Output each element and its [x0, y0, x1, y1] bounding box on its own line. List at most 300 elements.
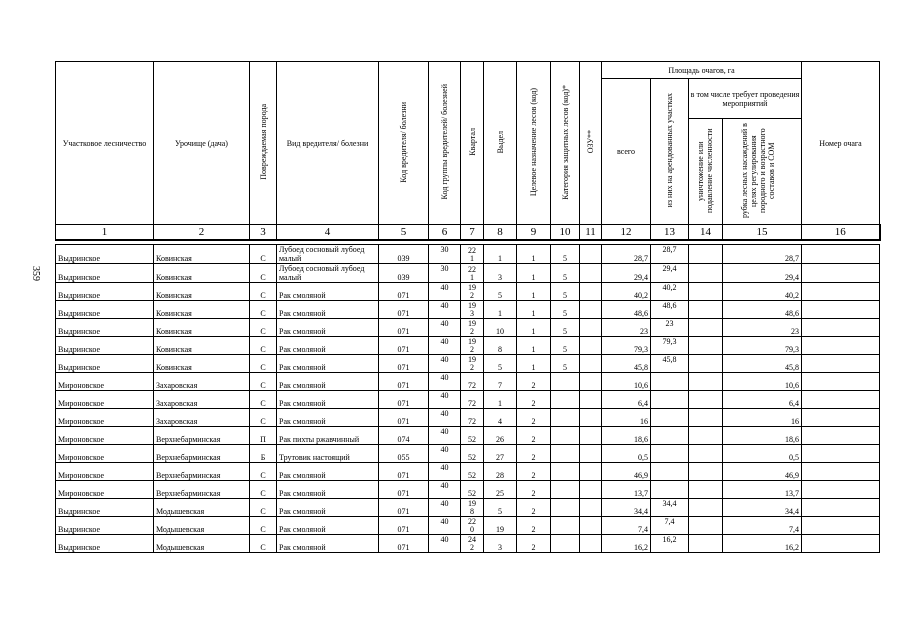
- page-number: 359: [30, 266, 41, 281]
- cell-focus-number: [802, 319, 880, 337]
- cell-tract: Ковинская: [154, 301, 250, 319]
- cell-ozu: [580, 499, 602, 517]
- table-row: [56, 499, 880, 517]
- cell-group-code: 40: [429, 355, 461, 373]
- column-number: 15: [723, 225, 802, 241]
- cell-group-code: 40: [429, 391, 461, 409]
- column-number: 14: [689, 225, 723, 241]
- cell-area-leased: [651, 391, 689, 409]
- cell-pest-code: 039: [379, 264, 429, 283]
- cell-forestry: Выдринское: [56, 301, 154, 319]
- cell-destroy: [689, 319, 723, 337]
- cell-ozu: [580, 517, 602, 535]
- cell-purpose: 2: [517, 427, 551, 445]
- cell-species: С: [250, 373, 277, 391]
- cell-pest: Рак смоляной: [277, 517, 379, 535]
- cell-protective-category: 5: [551, 337, 580, 355]
- cell-forestry: Выдринское: [56, 535, 154, 553]
- cell-focus-number: [802, 355, 880, 373]
- cell-purpose: 1: [517, 264, 551, 283]
- cell-vydel: 7: [484, 373, 517, 391]
- cell-pest: Рак смоляной: [277, 337, 379, 355]
- cell-pest-code: 071: [379, 391, 429, 409]
- cell-quarter: 72: [461, 391, 484, 409]
- cell-focus-number: [802, 283, 880, 301]
- cell-ozu: [580, 391, 602, 409]
- cell-cutting: 28,7: [723, 245, 802, 264]
- cell-quarter: 22 1: [461, 264, 484, 283]
- pest-foci-table-sheet: [55, 61, 879, 553]
- cell-quarter: 19 3: [461, 301, 484, 319]
- cell-vydel: 10: [484, 319, 517, 337]
- cell-pest: Рак смоляной: [277, 355, 379, 373]
- cell-pest: Лубоед сосновый лубоед малый: [277, 245, 379, 264]
- table-header: [56, 62, 880, 241]
- cell-forestry: Выдринское: [56, 245, 154, 264]
- column-number: 16: [802, 225, 880, 241]
- cell-species: С: [250, 535, 277, 553]
- cell-ozu: [580, 319, 602, 337]
- cell-vydel: 1: [484, 301, 517, 319]
- table-row: [56, 264, 880, 283]
- cell-pest-code: 071: [379, 355, 429, 373]
- cell-tract: Захаровская: [154, 409, 250, 427]
- cell-group-code: 40: [429, 445, 461, 463]
- table-row: [56, 245, 880, 264]
- cell-forestry: Мироновское: [56, 427, 154, 445]
- cell-vydel: 28: [484, 463, 517, 481]
- cell-pest-code: 071: [379, 499, 429, 517]
- column-number: 2: [154, 225, 250, 241]
- cell-area-leased: [651, 463, 689, 481]
- cell-destroy: [689, 337, 723, 355]
- cell-cutting: 34,4: [723, 499, 802, 517]
- header-ozu: ОЗУ**: [580, 62, 602, 225]
- column-number: 3: [250, 225, 277, 241]
- cell-quarter: 19 8: [461, 499, 484, 517]
- cell-pest: Рак смоляной: [277, 535, 379, 553]
- cell-quarter: 52: [461, 463, 484, 481]
- cell-pest: Рак смоляной: [277, 463, 379, 481]
- cell-protective-category: [551, 409, 580, 427]
- cell-cutting: 6,4: [723, 391, 802, 409]
- cell-protective-category: [551, 445, 580, 463]
- cell-species: С: [250, 319, 277, 337]
- cell-quarter: 72: [461, 409, 484, 427]
- cell-area-total: 29,4: [602, 264, 651, 283]
- cell-pest-code: 071: [379, 283, 429, 301]
- header-focus-number: Номер очага: [802, 62, 880, 225]
- cell-destroy: [689, 481, 723, 499]
- cell-tract: Верхнебарминская: [154, 463, 250, 481]
- cell-group-code: 40: [429, 463, 461, 481]
- cell-pest-code: 039: [379, 245, 429, 264]
- table-row: [56, 373, 880, 391]
- cell-tract: Верхнебарминская: [154, 427, 250, 445]
- cell-group-code: 40: [429, 481, 461, 499]
- cell-purpose: 1: [517, 355, 551, 373]
- cell-area-leased: [651, 373, 689, 391]
- cell-area-total: 13,7: [602, 481, 651, 499]
- cell-protective-category: [551, 373, 580, 391]
- cell-vydel: 1: [484, 391, 517, 409]
- cell-purpose: 2: [517, 445, 551, 463]
- cell-pest: Рак пихты ржавчинный: [277, 427, 379, 445]
- cell-ozu: [580, 264, 602, 283]
- cell-forestry: Выдринское: [56, 337, 154, 355]
- cell-area-leased: [651, 427, 689, 445]
- cell-species: Б: [250, 445, 277, 463]
- header-species: Повреждаемая порода: [250, 62, 277, 225]
- cell-species: П: [250, 427, 277, 445]
- cell-cutting: 13,7: [723, 481, 802, 499]
- cell-purpose: 2: [517, 517, 551, 535]
- cell-forestry: Выдринское: [56, 517, 154, 535]
- cell-focus-number: [802, 481, 880, 499]
- cell-quarter: 24 2: [461, 535, 484, 553]
- cell-vydel: 1: [484, 245, 517, 264]
- cell-pest-code: 071: [379, 337, 429, 355]
- cell-focus-number: [802, 535, 880, 553]
- cell-destroy: [689, 245, 723, 264]
- cell-purpose: 1: [517, 245, 551, 264]
- cell-tract: Ковинская: [154, 264, 250, 283]
- cell-group-code: 40: [429, 535, 461, 553]
- cell-destroy: [689, 264, 723, 283]
- cell-pest: Рак смоляной: [277, 301, 379, 319]
- cell-area-leased: 48,6: [651, 301, 689, 319]
- cell-cutting: 29,4: [723, 264, 802, 283]
- cell-purpose: 1: [517, 337, 551, 355]
- cell-ozu: [580, 409, 602, 427]
- cell-vydel: 3: [484, 264, 517, 283]
- cell-vydel: 27: [484, 445, 517, 463]
- cell-pest: Рак смоляной: [277, 409, 379, 427]
- cell-protective-category: 5: [551, 283, 580, 301]
- cell-ozu: [580, 463, 602, 481]
- cell-group-code: 40: [429, 337, 461, 355]
- cell-destroy: [689, 391, 723, 409]
- cell-group-code: 40: [429, 427, 461, 445]
- cell-pest: Рак смоляной: [277, 373, 379, 391]
- cell-area-total: 0,5: [602, 445, 651, 463]
- cell-tract: Ковинская: [154, 245, 250, 264]
- table-row: [56, 391, 880, 409]
- cell-ozu: [580, 427, 602, 445]
- cell-species: С: [250, 337, 277, 355]
- column-number: 10: [551, 225, 580, 241]
- cell-vydel: 19: [484, 517, 517, 535]
- cell-pest: Рак смоляной: [277, 499, 379, 517]
- cell-vydel: 5: [484, 499, 517, 517]
- cell-focus-number: [802, 337, 880, 355]
- cell-group-code: 40: [429, 409, 461, 427]
- column-number: 6: [429, 225, 461, 241]
- table-row: [56, 337, 880, 355]
- column-number: 5: [379, 225, 429, 241]
- cell-area-total: 7,4: [602, 517, 651, 535]
- cell-protective-category: [551, 535, 580, 553]
- header-pest: Вид вредителя/ болезни: [277, 62, 379, 225]
- cell-destroy: [689, 463, 723, 481]
- cell-forestry: Мироновское: [56, 445, 154, 463]
- cell-pest: Рак смоляной: [277, 391, 379, 409]
- cell-destroy: [689, 517, 723, 535]
- cell-pest: Рак смоляной: [277, 283, 379, 301]
- header-quarter: Квартал: [461, 62, 484, 225]
- cell-area-total: 23: [602, 319, 651, 337]
- column-number: 8: [484, 225, 517, 241]
- cell-destroy: [689, 373, 723, 391]
- column-number: 7: [461, 225, 484, 241]
- cell-tract: Ковинская: [154, 337, 250, 355]
- header-pest-code: Код вредителя/ болезни: [379, 62, 429, 225]
- cell-cutting: 10,6: [723, 373, 802, 391]
- cell-species: С: [250, 499, 277, 517]
- cell-pest: Рак смоляной: [277, 319, 379, 337]
- table-row: [56, 481, 880, 499]
- cell-tract: Модышевская: [154, 499, 250, 517]
- table-body: [56, 240, 880, 553]
- cell-species: С: [250, 283, 277, 301]
- cell-vydel: 8: [484, 337, 517, 355]
- cell-destroy: [689, 427, 723, 445]
- cell-pest-code: 071: [379, 481, 429, 499]
- cell-destroy: [689, 409, 723, 427]
- cell-area-leased: 45,8: [651, 355, 689, 373]
- cell-destroy: [689, 535, 723, 553]
- cell-focus-number: [802, 391, 880, 409]
- cell-focus-number: [802, 409, 880, 427]
- header-destroy: уничтожение или подавление численности: [689, 119, 723, 225]
- cell-pest-code: 071: [379, 535, 429, 553]
- cell-area-leased: 79,3: [651, 337, 689, 355]
- cell-species: С: [250, 264, 277, 283]
- cell-quarter: 22 0: [461, 517, 484, 535]
- cell-quarter: 52: [461, 445, 484, 463]
- cell-focus-number: [802, 499, 880, 517]
- cell-protective-category: 5: [551, 319, 580, 337]
- cell-forestry: Мироновское: [56, 463, 154, 481]
- cell-purpose: 1: [517, 319, 551, 337]
- column-number: 13: [651, 225, 689, 241]
- cell-protective-category: 5: [551, 301, 580, 319]
- cell-area-total: 79,3: [602, 337, 651, 355]
- cell-quarter: 52: [461, 481, 484, 499]
- cell-destroy: [689, 301, 723, 319]
- cell-ozu: [580, 355, 602, 373]
- cell-quarter: 19 2: [461, 283, 484, 301]
- table-row: [56, 463, 880, 481]
- cell-pest: Рак смоляной: [277, 481, 379, 499]
- cell-focus-number: [802, 517, 880, 535]
- cell-purpose: 1: [517, 283, 551, 301]
- cell-focus-number: [802, 373, 880, 391]
- cell-pest-code: 071: [379, 409, 429, 427]
- header-vydel: Выдел: [484, 62, 517, 225]
- cell-area-total: 6,4: [602, 391, 651, 409]
- column-number: 9: [517, 225, 551, 241]
- cell-species: С: [250, 463, 277, 481]
- cell-pest-code: 055: [379, 445, 429, 463]
- column-number: 11: [580, 225, 602, 241]
- cell-ozu: [580, 373, 602, 391]
- cell-purpose: 2: [517, 463, 551, 481]
- cell-purpose: 2: [517, 409, 551, 427]
- table-row: [56, 319, 880, 337]
- cell-purpose: 2: [517, 373, 551, 391]
- cell-pest-code: 071: [379, 319, 429, 337]
- cell-area-leased: [651, 409, 689, 427]
- column-number: 1: [56, 225, 154, 241]
- cell-group-code: 30: [429, 264, 461, 283]
- cell-area-leased: 34,4: [651, 499, 689, 517]
- cell-purpose: 2: [517, 391, 551, 409]
- cell-protective-category: [551, 427, 580, 445]
- cell-forestry: Выдринское: [56, 264, 154, 283]
- pest-foci-table: [55, 61, 881, 553]
- cell-cutting: 23: [723, 319, 802, 337]
- header-area-total: всего: [602, 79, 651, 225]
- cell-area-total: 40,2: [602, 283, 651, 301]
- cell-tract: Модышевская: [154, 517, 250, 535]
- cell-pest-code: 071: [379, 301, 429, 319]
- cell-quarter: 52: [461, 427, 484, 445]
- cell-vydel: 3: [484, 535, 517, 553]
- cell-vydel: 4: [484, 409, 517, 427]
- header-tract: Урочище (дача): [154, 62, 250, 225]
- cell-area-leased: [651, 481, 689, 499]
- cell-quarter: 72: [461, 373, 484, 391]
- column-number: 12: [602, 225, 651, 241]
- cell-group-code: 40: [429, 319, 461, 337]
- cell-species: С: [250, 391, 277, 409]
- cell-species: С: [250, 481, 277, 499]
- cell-group-code: 40: [429, 517, 461, 535]
- cell-focus-number: [802, 427, 880, 445]
- header-pest-group-code: Код группы вредителей/ болезней: [429, 62, 461, 225]
- cell-protective-category: 5: [551, 355, 580, 373]
- cell-protective-category: [551, 391, 580, 409]
- cell-group-code: 40: [429, 283, 461, 301]
- cell-protective-category: 5: [551, 245, 580, 264]
- cell-group-code: 40: [429, 373, 461, 391]
- cell-destroy: [689, 499, 723, 517]
- cell-area-leased: 16,2: [651, 535, 689, 553]
- table-row: [56, 535, 880, 553]
- header-forestry: Участковое лесничество: [56, 62, 154, 225]
- cell-cutting: 40,2: [723, 283, 802, 301]
- cell-forestry: Мироновское: [56, 409, 154, 427]
- cell-forestry: Выдринское: [56, 355, 154, 373]
- header-protective-category: Категория защитных лесов (код)*: [551, 62, 580, 225]
- cell-destroy: [689, 283, 723, 301]
- cell-tract: Ковинская: [154, 319, 250, 337]
- cell-ozu: [580, 337, 602, 355]
- cell-group-code: 30: [429, 245, 461, 264]
- table-row: [56, 445, 880, 463]
- cell-forestry: Выдринское: [56, 499, 154, 517]
- cell-quarter: 19 2: [461, 319, 484, 337]
- cell-protective-category: 5: [551, 264, 580, 283]
- cell-area-total: 10,6: [602, 373, 651, 391]
- cell-group-code: 40: [429, 499, 461, 517]
- cell-ozu: [580, 301, 602, 319]
- cell-vydel: 25: [484, 481, 517, 499]
- header-measures-group: в том числе требует проведения мероприятий: [689, 79, 802, 119]
- cell-cutting: 16: [723, 409, 802, 427]
- cell-species: С: [250, 409, 277, 427]
- cell-cutting: 46,9: [723, 463, 802, 481]
- cell-cutting: 0,5: [723, 445, 802, 463]
- cell-protective-category: [551, 463, 580, 481]
- cell-area-total: 46,9: [602, 463, 651, 481]
- cell-vydel: 5: [484, 283, 517, 301]
- cell-cutting: 45,8: [723, 355, 802, 373]
- cell-species: С: [250, 245, 277, 264]
- cell-protective-category: [551, 481, 580, 499]
- header-purpose: Целевое назначение лесов (код): [517, 62, 551, 225]
- cell-destroy: [689, 445, 723, 463]
- cell-forestry: Мироновское: [56, 373, 154, 391]
- cell-species: С: [250, 301, 277, 319]
- cell-focus-number: [802, 463, 880, 481]
- cell-group-code: 40: [429, 301, 461, 319]
- cell-tract: Захаровская: [154, 391, 250, 409]
- cell-forestry: Выдринское: [56, 283, 154, 301]
- table-row: [56, 283, 880, 301]
- table-row: [56, 409, 880, 427]
- cell-species: С: [250, 355, 277, 373]
- cell-tract: Модышевская: [154, 535, 250, 553]
- cell-forestry: Выдринское: [56, 319, 154, 337]
- cell-cutting: 18,6: [723, 427, 802, 445]
- cell-area-leased: 29,4: [651, 264, 689, 283]
- cell-area-total: 16: [602, 409, 651, 427]
- cell-tract: Ковинская: [154, 283, 250, 301]
- cell-area-leased: 40,2: [651, 283, 689, 301]
- cell-quarter: 19 2: [461, 355, 484, 373]
- table-row: [56, 517, 880, 535]
- table-row: [56, 427, 880, 445]
- cell-area-leased: 28,7: [651, 245, 689, 264]
- cell-cutting: 7,4: [723, 517, 802, 535]
- cell-area-total: 34,4: [602, 499, 651, 517]
- cell-focus-number: [802, 264, 880, 283]
- cell-pest-code: 071: [379, 517, 429, 535]
- cell-quarter: 19 2: [461, 337, 484, 355]
- cell-vydel: 5: [484, 355, 517, 373]
- cell-area-total: 48,6: [602, 301, 651, 319]
- cell-quarter: 22 1: [461, 245, 484, 264]
- cell-tract: Верхнебарминская: [154, 481, 250, 499]
- cell-protective-category: [551, 517, 580, 535]
- cell-protective-category: [551, 499, 580, 517]
- cell-ozu: [580, 283, 602, 301]
- cell-ozu: [580, 245, 602, 264]
- header-area-leased: из них на арендованных участках: [651, 79, 689, 225]
- cell-ozu: [580, 535, 602, 553]
- cell-ozu: [580, 481, 602, 499]
- cell-area-leased: 23: [651, 319, 689, 337]
- cell-pest-code: 074: [379, 427, 429, 445]
- cell-tract: Верхнебарминская: [154, 445, 250, 463]
- cell-focus-number: [802, 445, 880, 463]
- cell-pest-code: 071: [379, 463, 429, 481]
- cell-area-total: 45,8: [602, 355, 651, 373]
- table-row: [56, 301, 880, 319]
- header-cutting: рубка лесных насаждений в целях регулирования породного и возрастного составов и СОМ: [723, 119, 802, 225]
